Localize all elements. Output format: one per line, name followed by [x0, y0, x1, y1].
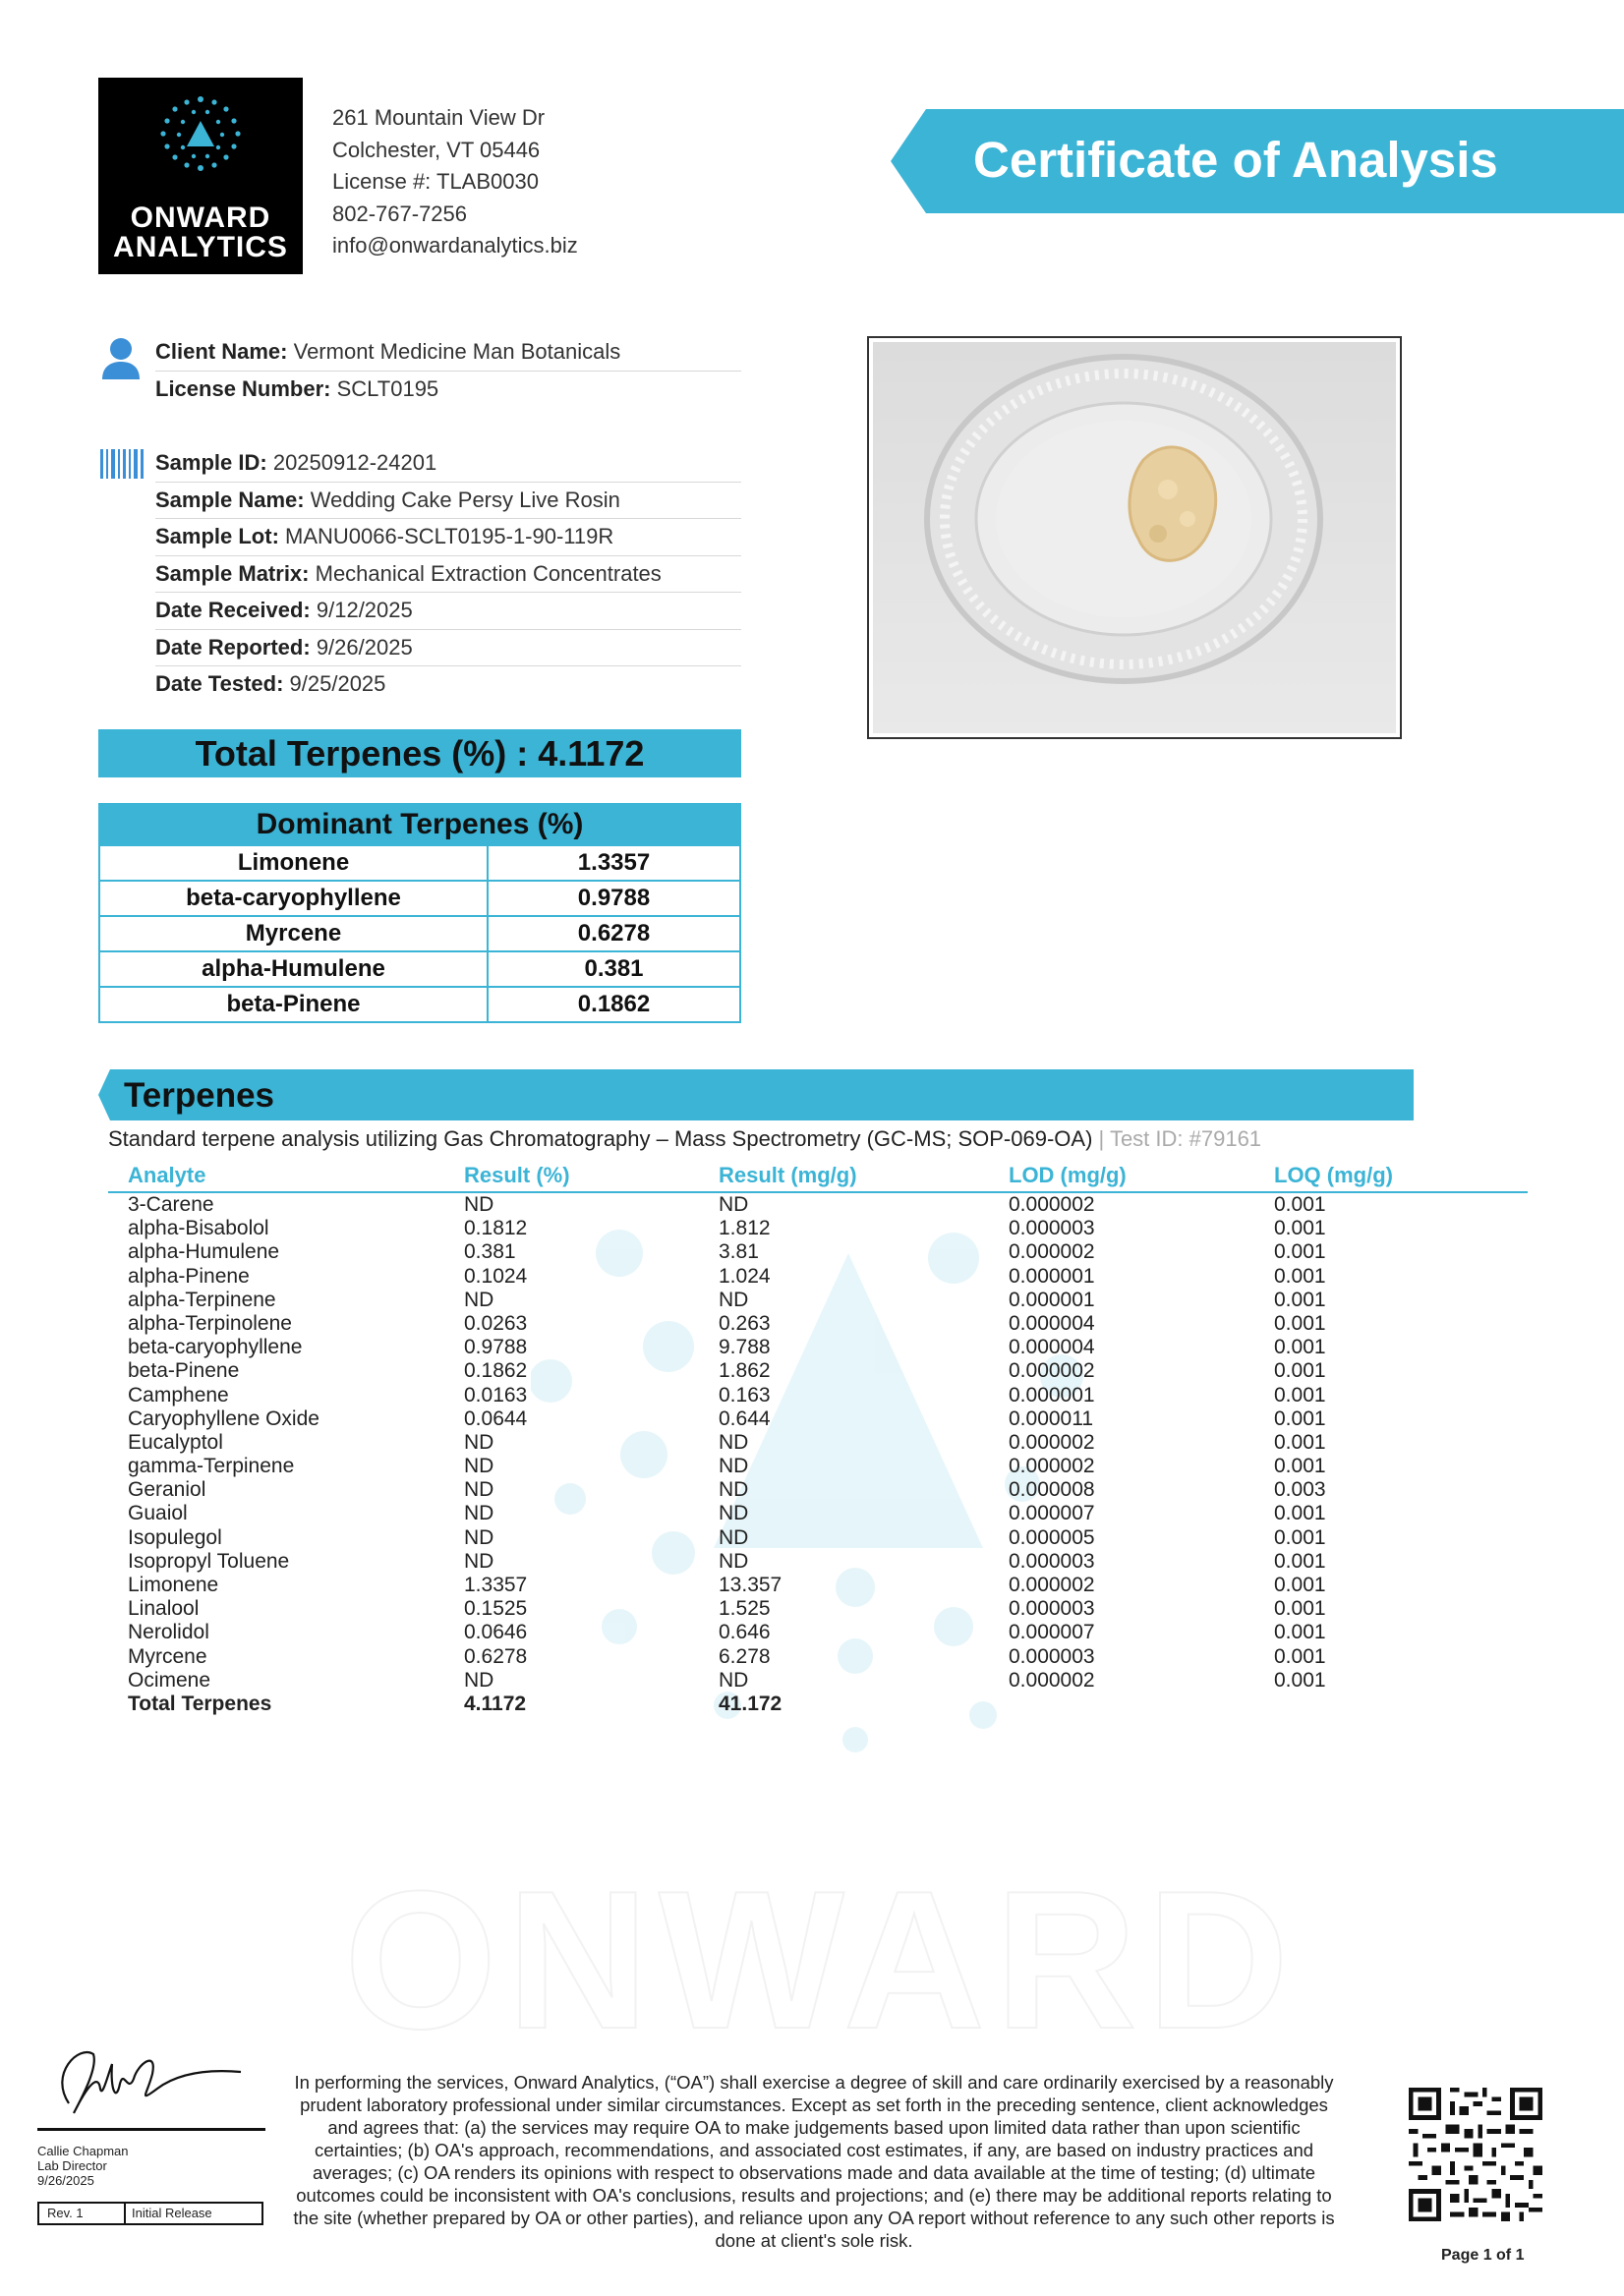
cell-result-mg: ND [719, 1549, 749, 1573]
cell-analyte: Isopulegol [128, 1525, 222, 1549]
cell-result-mg: ND [719, 1288, 749, 1311]
cell-analyte: Camphene [128, 1383, 229, 1406]
cell-result-mg: ND [719, 1478, 749, 1502]
logo-text-line1: ONWARD [130, 201, 271, 234]
table-row [108, 1597, 1528, 1621]
cell-result-percent: ND [464, 1668, 494, 1692]
table-row [100, 844, 739, 880]
cell-analyte: Nerolidol [128, 1621, 209, 1644]
cell-loq: 0.001 [1274, 1193, 1326, 1216]
table-row [108, 1407, 1528, 1431]
dominant-name: Limonene [100, 846, 489, 880]
cell-analyte: Guaiol [128, 1502, 188, 1525]
cell-loq: 0.001 [1274, 1455, 1326, 1478]
cell-result-percent: 1.3357 [464, 1574, 528, 1596]
cell-lod: 0.000002 [1009, 1455, 1095, 1478]
cell-analyte: Caryophyllene Oxide [128, 1406, 319, 1430]
table-total-row [108, 1693, 1528, 1716]
dominant-name: beta-caryophyllene [100, 882, 489, 915]
date-tested-row [155, 666, 741, 704]
cell-result-percent: ND [464, 1455, 494, 1478]
table-row [108, 1193, 1528, 1217]
table-body [108, 1193, 1528, 1693]
table-row [108, 1265, 1528, 1289]
table-row [108, 1502, 1528, 1525]
cell-lod: 0.000007 [1009, 1621, 1095, 1644]
total-terpenes-banner: Total Terpenes (%) : 4.1172 [98, 729, 741, 777]
dominant-name: beta-Pinene [100, 988, 489, 1021]
date-received-label: Date Received: [155, 598, 311, 622]
cell-analyte: Myrcene [128, 1644, 207, 1668]
logo-icon [98, 78, 303, 196]
cell-loq: 0.001 [1274, 1549, 1326, 1573]
cell-analyte: Isopropyl Toluene [128, 1549, 290, 1573]
header-lod: LOD (mg/g) [1009, 1163, 1127, 1187]
table-row [108, 1478, 1528, 1502]
sample-name-value: Wedding Cake Persy Live Rosin [310, 487, 620, 512]
cell-result-mg: ND [719, 1525, 749, 1549]
dominant-value: 0.1862 [577, 991, 651, 1017]
signer-date: 9/26/2025 [37, 2173, 94, 2188]
method-description: Standard terpene analysis utilizing Gas Chromatography – Mass Spectrometry (GC-MS; SOP-069-OA) [108, 1126, 1093, 1151]
barcode-icon [100, 447, 144, 481]
dominant-value: 0.6278 [577, 920, 651, 947]
sample-id-label: Sample ID: [155, 450, 267, 475]
cell-result-percent: 0.381 [464, 1240, 516, 1264]
total-mg: 41.172 [719, 1692, 783, 1715]
cell-lod: 0.000003 [1009, 1217, 1095, 1240]
date-received-row [155, 593, 741, 630]
revision-box [37, 2202, 263, 2225]
table-row [108, 1384, 1528, 1407]
cell-lod: 0.000002 [1009, 1574, 1095, 1596]
date-reported-row [155, 630, 741, 667]
cell-result-percent: ND [464, 1502, 494, 1525]
header-result-percent: Result (%) [464, 1163, 570, 1187]
signature-line [37, 2128, 265, 2131]
cell-result-percent: 0.1862 [464, 1359, 528, 1383]
client-name-value: Vermont Medicine Man Botanicals [293, 339, 621, 364]
sample-lot-label: Sample Lot: [155, 524, 279, 548]
cell-result-mg: 1.024 [719, 1264, 771, 1288]
total-percent: 4.1172 [464, 1692, 527, 1715]
lab-address-block [332, 102, 578, 262]
total-label: Total Terpenes [128, 1692, 272, 1715]
page-number: Page 1 of 1 [1441, 2247, 1525, 2264]
cell-lod: 0.000005 [1009, 1525, 1095, 1549]
sample-id-row [155, 445, 741, 483]
sample-name-row [155, 483, 741, 520]
cell-result-mg: 1.812 [719, 1217, 771, 1240]
date-reported-value: 9/26/2025 [316, 634, 413, 660]
cell-result-percent: ND [464, 1288, 494, 1311]
background-watermark-text: ONWARD [344, 1851, 1300, 2070]
cell-analyte: Ocimene [128, 1668, 211, 1692]
sample-matrix-label: Sample Matrix: [155, 560, 310, 586]
cell-analyte: alpha-Terpinene [128, 1288, 276, 1311]
cell-result-percent: 0.1812 [464, 1217, 528, 1240]
cell-lod: 0.000011 [1009, 1406, 1094, 1430]
table-row [108, 1431, 1528, 1455]
cell-result-mg: 13.357 [719, 1574, 783, 1596]
terpenes-table [108, 1160, 1528, 1716]
cell-lod: 0.000003 [1009, 1597, 1095, 1621]
sample-photo-frame [867, 336, 1402, 739]
table-row [108, 1359, 1528, 1383]
cell-lod: 0.000002 [1009, 1240, 1095, 1264]
cell-loq: 0.001 [1274, 1264, 1326, 1288]
sample-matrix-value: Mechanical Extraction Concentrates [315, 560, 662, 586]
cell-loq: 0.001 [1274, 1406, 1326, 1430]
cell-lod: 0.000008 [1009, 1478, 1095, 1502]
cell-result-percent: 0.1525 [464, 1597, 528, 1621]
table-row [100, 986, 739, 1021]
table-row [108, 1455, 1528, 1478]
dominant-terpenes-title: Dominant Terpenes (%) [100, 805, 739, 844]
lab-license: License #: TLAB0030 [332, 169, 539, 194]
table-row [100, 880, 739, 915]
table-row [108, 1669, 1528, 1693]
sample-jar-illustration [873, 342, 1396, 733]
table-header [108, 1160, 1528, 1193]
client-license-label: License Number: [155, 375, 331, 401]
sample-name-label: Sample Name: [155, 487, 305, 512]
cell-analyte: gamma-Terpinene [128, 1455, 295, 1478]
cell-loq: 0.001 [1274, 1240, 1326, 1264]
user-icon [100, 336, 142, 381]
dominant-value: 1.3357 [577, 849, 651, 876]
cell-result-percent: 0.1024 [464, 1264, 528, 1288]
cell-analyte: alpha-Terpinolene [128, 1311, 292, 1335]
cell-result-percent: ND [464, 1478, 494, 1502]
dominant-name: Myrcene [100, 917, 489, 950]
table-row [108, 1312, 1528, 1336]
cell-analyte: beta-Pinene [128, 1359, 240, 1383]
cell-result-mg: 0.263 [719, 1311, 771, 1335]
table-row [108, 1645, 1528, 1669]
lab-phone: 802-767-7256 [332, 201, 468, 226]
terpenes-section-banner [98, 1069, 1414, 1120]
client-license-row [155, 372, 741, 409]
cell-result-percent: 0.0263 [464, 1311, 528, 1335]
signer-name: Callie Chapman [37, 2144, 129, 2158]
dominant-value: 0.9788 [577, 885, 651, 911]
date-received-value: 9/12/2025 [316, 598, 413, 622]
client-license-value: SCLT0195 [336, 375, 439, 401]
terpenes-section-title: Terpenes [124, 1076, 275, 1115]
header-analyte: Analyte [128, 1163, 206, 1187]
header-result-mg: Result (mg/g) [719, 1163, 857, 1187]
cell-result-percent: ND [464, 1525, 494, 1549]
page-title: Certificate of Analysis [973, 132, 1498, 188]
address-line2: Colchester, VT 05446 [332, 137, 541, 162]
cell-result-mg: 3.81 [719, 1240, 759, 1264]
cell-lod: 0.000001 [1009, 1264, 1095, 1288]
cell-analyte: Limonene [128, 1574, 219, 1596]
address-line1: 261 Mountain View Dr [332, 105, 546, 130]
cell-loq: 0.001 [1274, 1597, 1326, 1621]
cell-result-mg: ND [719, 1668, 749, 1692]
cell-result-percent: 0.9788 [464, 1336, 528, 1359]
revision-number: Rev. 1 [39, 2204, 126, 2223]
cell-lod: 0.000004 [1009, 1336, 1095, 1359]
cell-analyte: beta-caryophyllene [128, 1336, 303, 1359]
date-reported-label: Date Reported: [155, 634, 311, 660]
table-row [108, 1574, 1528, 1597]
cell-analyte: Eucalyptol [128, 1430, 223, 1454]
table-row [108, 1289, 1528, 1312]
cell-lod: 0.000003 [1009, 1644, 1095, 1668]
cell-result-mg: 1.525 [719, 1597, 771, 1621]
cell-loq: 0.001 [1274, 1359, 1326, 1383]
sample-id-value: 20250912-24201 [272, 450, 437, 475]
cell-loq: 0.001 [1274, 1621, 1326, 1644]
signature-image [39, 2035, 246, 2123]
cell-result-percent: 0.0646 [464, 1621, 528, 1644]
cell-result-mg: 6.278 [719, 1644, 771, 1668]
cell-lod: 0.000001 [1009, 1288, 1095, 1311]
cell-result-mg: 0.646 [719, 1621, 771, 1644]
cell-loq: 0.001 [1274, 1288, 1326, 1311]
sample-lot-row [155, 519, 741, 556]
table-row [100, 950, 739, 986]
cell-result-mg: 0.163 [719, 1383, 771, 1406]
table-row [108, 1336, 1528, 1359]
cell-analyte: alpha-Humulene [128, 1240, 280, 1264]
cell-result-percent: 0.0644 [464, 1406, 528, 1430]
cell-loq: 0.001 [1274, 1525, 1326, 1549]
cell-lod: 0.000007 [1009, 1502, 1095, 1525]
cell-loq: 0.001 [1274, 1574, 1326, 1596]
cell-lod: 0.000002 [1009, 1668, 1095, 1692]
dominant-name: alpha-Humulene [100, 952, 489, 986]
cell-result-percent: ND [464, 1549, 494, 1573]
cell-loq: 0.001 [1274, 1668, 1326, 1692]
cell-loq: 0.001 [1274, 1502, 1326, 1525]
dominant-value: 0.381 [584, 955, 644, 982]
cell-analyte: alpha-Bisabolol [128, 1217, 269, 1240]
terpenes-description [108, 1125, 1261, 1153]
table-row [108, 1526, 1528, 1550]
cell-result-mg: 1.862 [719, 1359, 771, 1383]
cell-loq: 0.001 [1274, 1430, 1326, 1454]
cell-loq: 0.001 [1274, 1311, 1326, 1335]
cell-result-percent: 0.6278 [464, 1644, 528, 1668]
qr-code-icon [1408, 2088, 1543, 2221]
table-row [108, 1217, 1528, 1240]
cell-result-mg: ND [719, 1455, 749, 1478]
cell-loq: 0.001 [1274, 1217, 1326, 1240]
logo-text-line2: ANALYTICS [113, 231, 288, 263]
sample-photo [873, 342, 1396, 733]
cell-result-mg: 9.788 [719, 1336, 771, 1359]
cell-lod: 0.000002 [1009, 1359, 1095, 1383]
cell-result-percent: ND [464, 1193, 494, 1216]
table-row [108, 1240, 1528, 1264]
cell-result-mg: ND [719, 1193, 749, 1216]
cell-analyte: 3-Carene [128, 1193, 214, 1216]
signer-role: Lab Director [37, 2158, 107, 2173]
date-tested-value: 9/25/2025 [289, 671, 386, 696]
dominant-terpenes-table [98, 803, 741, 1023]
cell-loq: 0.003 [1274, 1478, 1326, 1502]
signer-block [37, 2144, 129, 2188]
sample-lot-value: MANU0066-SCLT0195-1-90-119R [285, 524, 614, 548]
revision-note: Initial Release [132, 2206, 212, 2220]
cell-loq: 0.001 [1274, 1383, 1326, 1406]
date-tested-label: Date Tested: [155, 671, 284, 696]
disclaimer-text: In performing the services, Onward Analytics, (“OA”) shall exercise a degree of skill and care ordinarily exercised by a reasonably prudent laboratory professional under similar circumstances. Except as set forth in the preceding sentence, client acknowledges and agrees that: (a) the services may require OA to make judgements based upon limited data rather than upon scientific certainties; (b) OA's approach, recommendations, and associated cost estimates, if any, are based on industry practices and averages; (c) OA renders its opinions with respect to observations made and data available at the time of testing; (d) ultimate outcomes could be inconsistent with OA's conclusions, results and projections; and (e) there may be additional reports relating to the site (whether prepared by OA or other parties), and reliance upon any OA report without reference to any such other reports is done at client's sole risk. [293, 2072, 1335, 2251]
header-loq: LOQ (mg/g) [1274, 1163, 1393, 1187]
cell-result-mg: 0.644 [719, 1406, 771, 1430]
cell-result-mg: ND [719, 1502, 749, 1525]
cell-analyte: Linalool [128, 1597, 200, 1621]
cell-lod: 0.000002 [1009, 1193, 1095, 1216]
test-id: | Test ID: #79161 [1092, 1126, 1262, 1151]
table-row [108, 1621, 1528, 1644]
cell-result-percent: 0.0163 [464, 1383, 528, 1406]
cell-lod: 0.000001 [1009, 1383, 1095, 1406]
table-row [100, 915, 739, 950]
cell-result-percent: ND [464, 1430, 494, 1454]
cell-analyte: Geraniol [128, 1478, 206, 1502]
cell-lod: 0.000004 [1009, 1311, 1095, 1335]
client-name-row [155, 334, 741, 372]
cell-lod: 0.000003 [1009, 1549, 1095, 1573]
lab-email: info@onwardanalytics.biz [332, 233, 578, 258]
cell-loq: 0.001 [1274, 1336, 1326, 1359]
table-row [108, 1550, 1528, 1574]
cell-analyte: alpha-Pinene [128, 1264, 250, 1288]
cell-lod: 0.000002 [1009, 1430, 1095, 1454]
company-logo [98, 78, 303, 274]
client-name-label: Client Name: [155, 339, 288, 364]
cell-loq: 0.001 [1274, 1644, 1326, 1668]
sample-matrix-row [155, 556, 741, 594]
cell-result-mg: ND [719, 1430, 749, 1454]
